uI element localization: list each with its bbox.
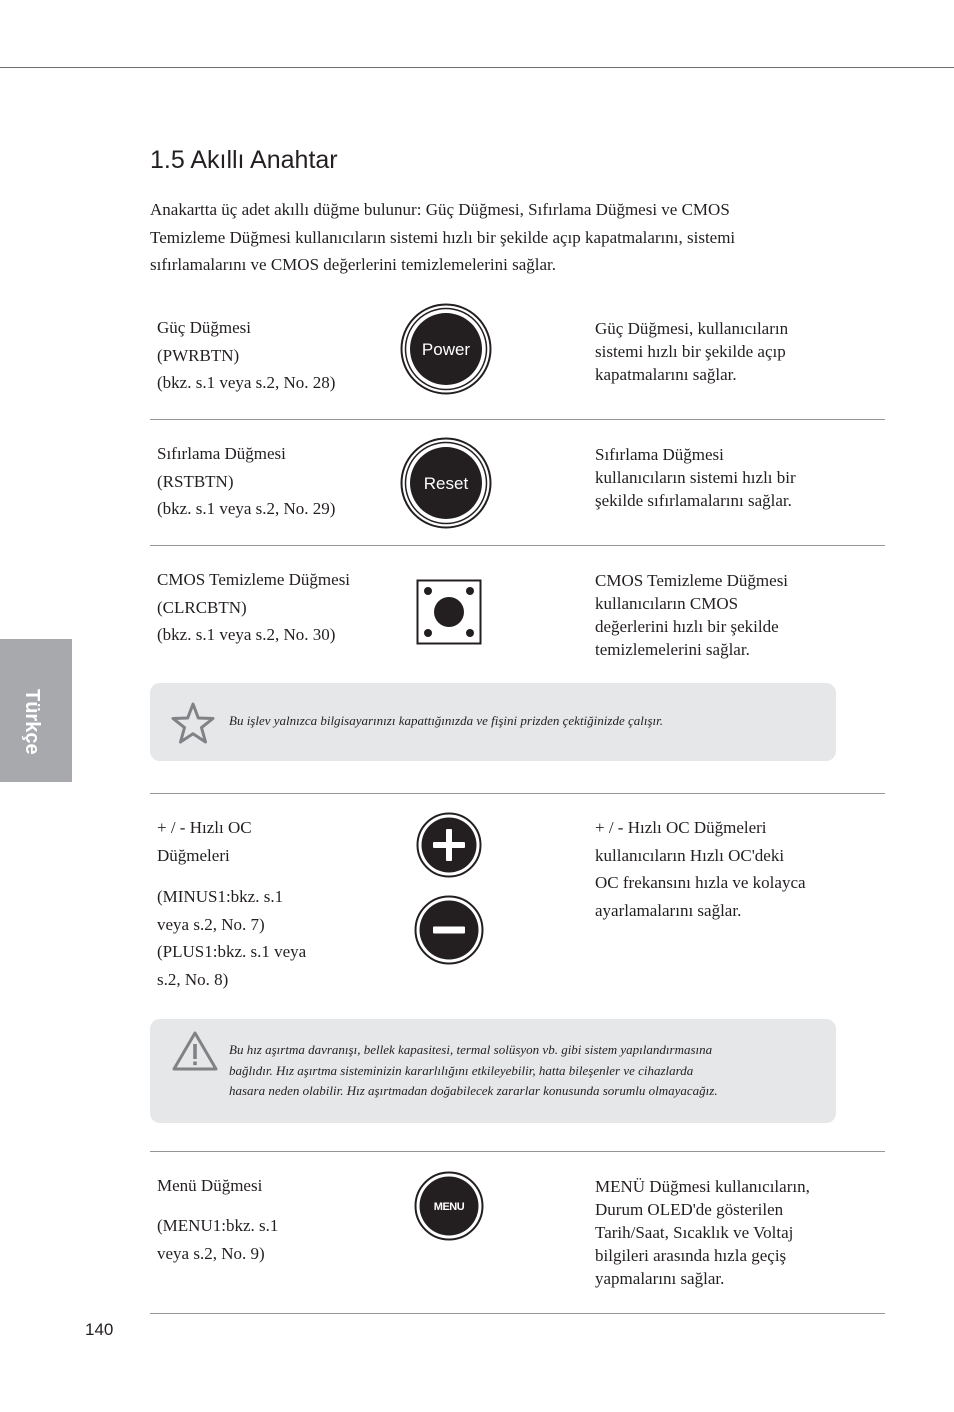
note-line: bağlıdır. Hız aşırtma sisteminizin kararlılığını etkileyebilir, hatta bileşenler ve cihazlarda <box>229 1062 694 1078</box>
power-button-label: Power <box>421 340 471 359</box>
ref-line: veya s.2, No. 7) <box>157 914 265 934</box>
desc-line: Tarih/Saat, Sıcaklık ve Voltaj <box>595 1223 794 1242</box>
header-rule <box>0 67 954 68</box>
desc-line: Güç Düğmesi, kullanıcıların <box>595 319 789 338</box>
ref-line: (MINUS1:bkz. s.1 <box>157 887 284 906</box>
note-line: hasara neden olabilir. Hız aşırtmadan doğabilecek zararlar konusunda sorumlu olmayacağız. <box>229 1083 718 1098</box>
ref-line: Menü Düğmesi <box>157 1176 263 1195</box>
intro-line: Anakartta üç adet akıllı düğme bulunur: Güç Düğmesi, Sıfırlama Düğmesi ve CMOS <box>150 200 730 219</box>
reset-button-label: Reset <box>423 474 469 493</box>
power-button-ref <box>157 314 335 397</box>
oc-buttons-description <box>595 814 806 924</box>
intro-paragraph <box>150 196 830 279</box>
desc-line: + / - Hızlı OC Düğmeleri <box>595 818 767 837</box>
power-button-description <box>595 317 788 386</box>
row-divider <box>150 1151 885 1152</box>
note-line: Bu işlev yalnızca bilgisayarınızı kapattığınızda ve fişini prizden çektiğinizde çalışır. <box>229 713 664 728</box>
desc-line: kullanıcıların Hızlı OC'deki <box>595 845 785 865</box>
note-text <box>229 711 663 732</box>
warning-icon <box>171 1030 219 1072</box>
language-side-tab <box>0 639 72 782</box>
intro-line: Temizleme Düğmesi kullanıcıların sistemi hızlı bir şekilde açıp kapatmalarını, sistemi <box>150 227 736 247</box>
ref-line: s.2, No. 8) <box>157 969 229 989</box>
row-divider <box>150 419 885 420</box>
warning-note <box>150 1019 836 1123</box>
ref-line: veya s.2, No. 9) <box>157 1243 265 1263</box>
desc-line: Sıfırlama Düğmesi <box>595 445 724 464</box>
desc-line: sistemi hızlı bir şekilde açıp <box>595 342 786 361</box>
menu-button-ref <box>157 1212 278 1267</box>
ref-line: (bkz. s.1 veya s.2, No. 29) <box>157 499 336 518</box>
desc-line: CMOS Temizleme Düğmesi <box>595 571 789 590</box>
desc-line: bilgileri arasında hızla geçiş <box>595 1246 787 1265</box>
ref-line: + / - Hızlı OC <box>157 818 252 837</box>
cmos-button-ref <box>157 566 350 649</box>
reset-button-description <box>595 443 796 512</box>
ref-line: (CLRCBTN) <box>157 597 247 617</box>
ref-line: CMOS Temizleme Düğmesi <box>157 570 351 589</box>
info-note <box>150 683 836 761</box>
section-title: 1.5 Akıllı Anahtar <box>150 146 338 174</box>
reset-button-ref <box>157 440 335 523</box>
note-text <box>229 1040 718 1102</box>
desc-line: kullanıcıların CMOS <box>595 594 739 613</box>
menu-button-icon <box>414 1171 484 1241</box>
desc-line: kullanıcıların sistemi hızlı bir <box>595 468 796 487</box>
tact-switch-icon <box>416 579 482 645</box>
oc-buttons-ref <box>157 883 306 993</box>
ref-line: (PLUS1:bkz. s.1 veya <box>157 942 307 961</box>
desc-line: OC frekansını hızla ve kolayca <box>595 873 806 892</box>
plus-button-icon <box>416 812 482 878</box>
desc-line: değerlerini hızlı bir şekilde <box>595 617 779 636</box>
desc-line: temizlemelerini sağlar. <box>595 640 750 659</box>
ref-line: (bkz. s.1 veya s.2, No. 30) <box>157 625 336 644</box>
power-button-icon <box>400 303 492 395</box>
row-divider <box>150 545 885 546</box>
page-number: 140 <box>85 1320 114 1339</box>
reset-button-icon <box>400 437 492 529</box>
desc-line: MENÜ Düğmesi kullanıcıların, <box>595 1177 810 1196</box>
language-tab-label: Türkçe <box>21 689 43 755</box>
desc-line: yapmalarını sağlar. <box>595 1269 725 1288</box>
desc-line: şekilde sıfırlamalarını sağlar. <box>595 491 792 510</box>
ref-line: Sıfırlama Düğmesi <box>157 444 286 463</box>
ref-line: Güç Düğmesi <box>157 318 251 337</box>
star-icon <box>171 702 215 744</box>
note-line: Bu hız aşırtma davranışı, bellek kapasitesi, termal solüsyon vb. gibi sistem yapılandırmasına <box>229 1042 713 1057</box>
menu-button-title <box>157 1172 262 1200</box>
row-divider <box>150 1313 885 1314</box>
ref-line: (PWRBTN) <box>157 345 240 365</box>
desc-line: kapatmalarını sağlar. <box>595 365 737 384</box>
minus-button-icon <box>414 895 484 965</box>
intro-line: sıfırlamalarını ve CMOS değerlerini temizlemelerini sağlar. <box>150 255 556 274</box>
menu-button-label: MENU <box>433 1201 465 1213</box>
ref-line: Düğmeleri <box>157 845 230 865</box>
ref-line: (bkz. s.1 veya s.2, No. 28) <box>157 373 336 392</box>
row-divider <box>150 793 885 794</box>
desc-line: Durum OLED'de gösterilen <box>595 1200 784 1219</box>
menu-button-description <box>595 1175 810 1290</box>
desc-line: ayarlamalarını sağlar. <box>595 900 742 920</box>
oc-buttons-title <box>157 814 252 869</box>
ref-line: (RSTBTN) <box>157 471 234 491</box>
ref-line: (MENU1:bkz. s.1 <box>157 1216 279 1235</box>
cmos-button-description <box>595 569 788 661</box>
